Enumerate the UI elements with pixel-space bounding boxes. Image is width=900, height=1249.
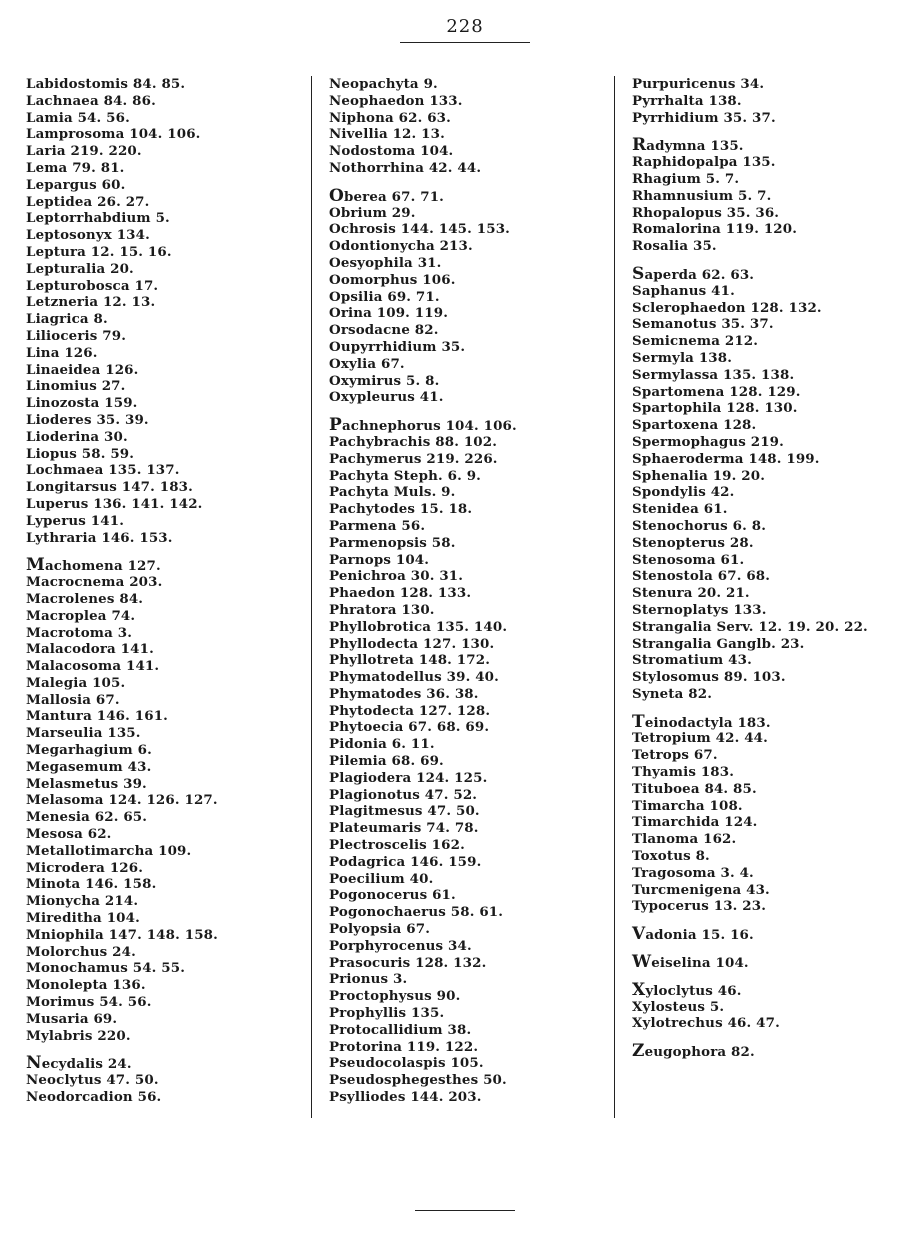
index-entry: Oxylia 67. <box>329 355 405 372</box>
index-entry: Lachnaea 84. 86. <box>26 92 156 109</box>
index-entry: Pachytodes 15. 18. <box>329 501 473 518</box>
index-entry: Lina 126. <box>26 344 98 361</box>
bottom-rule <box>415 1210 515 1211</box>
index-entry: Ochrosis 144. 145. 153. <box>329 221 510 238</box>
index-entry: Prophyllis 135. <box>329 1005 445 1022</box>
index-entry: Oupyrrhidium 35. <box>329 338 466 355</box>
index-entry: Pseudocolaspis 105. <box>329 1055 484 1072</box>
index-entry: Stenopterus 28. <box>632 534 754 551</box>
index-entry: Neodorcadion 56. <box>26 1089 162 1106</box>
index-entry: Xyloclytus 46. <box>632 979 742 1000</box>
index-entry: Pilemia 68. 69. <box>329 753 444 770</box>
index-entry: Lamia 54. 56. <box>26 109 130 126</box>
index-entry: Sphenalia 19. 20. <box>632 467 766 484</box>
index-entry: Oberea 67. 71. <box>329 185 444 206</box>
index-entry: Macrocnema 203. <box>26 574 163 591</box>
index-entry: Phymatodes 36. 38. <box>329 685 479 702</box>
index-entry: Mesosa 62. <box>26 826 112 843</box>
index-entry: Thyamis 183. <box>632 764 735 781</box>
index-entry: Pachymerus 219. 226. <box>329 450 498 467</box>
index-entry: Metallotimarcha 109. <box>26 842 192 859</box>
index-entry: Luperus 136. 141. 142. <box>26 495 203 512</box>
index-entry: Strangalia Ganglb. 23. <box>632 635 805 652</box>
index-entry: Porphyrocenus 34. <box>329 937 472 954</box>
index-entry: Typocerus 13. 23. <box>632 898 767 915</box>
index-entry: Minota 146. 158. <box>26 876 157 893</box>
index-entry: Weiselina 104. <box>632 952 749 973</box>
index-entry: Pogonochaerus 58. 61. <box>329 904 504 921</box>
index-entry: Neoclytus 47. 50. <box>26 1072 159 1089</box>
index-entry: Phyllotreta 148. 172. <box>329 652 491 669</box>
index-entry: Sermyla 138. <box>632 349 733 366</box>
index-entry: Monolepta 136. <box>26 977 146 994</box>
index-entry: Oxypleurus 41. <box>329 389 444 406</box>
index-entry: Turcmenigena 43. <box>632 881 770 898</box>
index-entry: Syneta 82. <box>632 685 713 702</box>
index-entry: Spartomena 128. 129. <box>632 383 801 400</box>
index-entry: Lioderina 30. <box>26 428 128 445</box>
index-entry: Leptosonyx 134. <box>26 227 150 244</box>
index-entry: Linozosta 159. <box>26 395 138 412</box>
index-entry: Phyllodecta 127. 130. <box>329 635 495 652</box>
index-entry: Semanotus 35. 37. <box>632 316 774 333</box>
index-entry: Malacodora 141. <box>26 641 154 658</box>
index-entry: Poecilium 40. <box>329 870 434 887</box>
index-entry: Stenosoma 61. <box>632 551 745 568</box>
index-entry: Parnops 104. <box>329 551 430 568</box>
page-number: 228 <box>446 16 484 37</box>
index-entry: Stenura 20. 21. <box>632 585 750 602</box>
index-entry: Odontionycha 213. <box>329 238 473 255</box>
index-entry: Orsodacne 82. <box>329 322 439 339</box>
index-entry: Pidonia 6. 11. <box>329 736 435 753</box>
index-entry: Stenochorus 6. 8. <box>632 517 767 534</box>
index-entry: Liopus 58. 59. <box>26 445 135 462</box>
index-entry: Necydalis 24. <box>26 1053 132 1074</box>
index-entry: Marseulia 135. <box>26 725 141 742</box>
index-entry: Saphanus 41. <box>632 282 735 299</box>
index-entry: Pachyta Muls. 9. <box>329 484 456 501</box>
index-entry: Sphaeroderma 148. 199. <box>632 450 820 467</box>
index-entry: Obrium 29. <box>329 204 416 221</box>
index-entry: Linomius 27. <box>26 378 126 395</box>
index-entry: Pseudosphegesthes 50. <box>329 1072 507 1089</box>
index-entry: Protorina 119. 122. <box>329 1038 479 1055</box>
index-entry: Malacosoma 141. <box>26 658 160 675</box>
index-entry: Neophaedon 133. <box>329 92 463 109</box>
index-entry: Monochamus 54. 55. <box>26 960 186 977</box>
index-entry: Plagionotus 47. 52. <box>329 786 478 803</box>
index-entry: Liagrica 8. <box>26 311 108 328</box>
index-entry: Purpuricenus 34. <box>632 76 765 92</box>
index-entry: Tetropium 42. 44. <box>632 730 768 747</box>
index-entry: Lochmaea 135. 137. <box>26 462 180 479</box>
index-entry: Lioderes 35. 39. <box>26 411 149 428</box>
index-entry: Phymatodellus 39. 40. <box>329 669 499 686</box>
index-entry: Lyperus 141. <box>26 512 125 529</box>
index-entry: Toxotus 8. <box>632 848 710 865</box>
index-entry: Vadonia 15. 16. <box>632 924 754 945</box>
index-entry: Zeugophora 82. <box>632 1041 755 1062</box>
index-entry: Podagrica 146. 159. <box>329 853 482 870</box>
index-entry: Plectroscelis 162. <box>329 837 465 854</box>
top-rule <box>400 42 530 43</box>
index-entry: Lythraria 146. 153. <box>26 529 173 546</box>
index-entry: Lamprosoma 104. 106. <box>26 126 201 143</box>
index-entry: Rhamnusium 5. 7. <box>632 187 772 204</box>
index-entry: Musaria 69. <box>26 1010 118 1027</box>
index-entry: Raphidopalpa 135. <box>632 154 776 171</box>
index-entry: Plagiodera 124. 125. <box>329 769 488 786</box>
column-divider <box>614 76 615 1118</box>
index-entry: Mireditha 104. <box>26 910 140 927</box>
index-entry: Leptorrhabdium 5. <box>26 210 170 227</box>
index-entry: Menesia 62. 65. <box>26 809 148 826</box>
column-divider <box>311 76 312 1118</box>
index-entry: Proctophysus 90. <box>329 988 461 1005</box>
index-entry: Melasmetus 39. <box>26 775 147 792</box>
index-entry: Stenostola 67. 68. <box>632 568 771 585</box>
index-entry: Niphona 62. 63. <box>329 109 451 126</box>
index-entry: Nothorrhina 42. 44. <box>329 159 482 176</box>
index-entry: Teinodactyla 183. <box>632 711 771 732</box>
index-entry: Neopachyta 9. <box>329 76 438 92</box>
index-entry: Mantura 146. 161. <box>26 708 168 725</box>
index-entry: Microdera 126. <box>26 859 144 876</box>
index-entry: Saperda 62. 63. <box>632 263 755 284</box>
index-entry: Stenidea 61. <box>632 501 728 518</box>
index-entry: Lema 79. 81. <box>26 159 125 176</box>
index-entry: Polyopsia 67. <box>329 921 431 938</box>
index-entry: Tetrops 67. <box>632 747 718 764</box>
index-entry: Mylabris 220. <box>26 1027 131 1044</box>
index-entry: Macroplea 74. <box>26 607 136 624</box>
index-entry: Phyllobrotica 135. 140. <box>329 618 508 635</box>
index-entry: Oomorphus 106. <box>329 271 456 288</box>
index-entry: Leptura 12. 15. 16. <box>26 243 172 260</box>
index-entry: Nivellia 12. 13. <box>329 126 445 143</box>
index-entry: Xylosteus 5. <box>632 998 725 1015</box>
index-entry: Laria 219. 220. <box>26 143 142 160</box>
index-entry: Parmenopsis 58. <box>329 534 456 551</box>
index-entry: Plateumaris 74. 78. <box>329 820 479 837</box>
index-entry: Tragosoma 3. 4. <box>632 864 754 881</box>
index-entry: Lepargus 60. <box>26 176 126 193</box>
index-entry: Labidostomis 84. 85. <box>26 76 186 92</box>
index-entry: Xylotrechus 46. 47. <box>632 1015 780 1032</box>
index-entry: Macrolenes 84. <box>26 590 144 607</box>
index-entry: Phytoecia 67. 68. 69. <box>329 719 490 736</box>
index-entry: Opsilia 69. 71. <box>329 288 440 305</box>
index-entry: Pachnephorus 104. 106. <box>329 415 517 436</box>
index-entry: Megasemum 43. <box>26 758 152 775</box>
index-entry: Pyrrhalta 138. <box>632 92 742 109</box>
index-entry: Strangalia Serv. 12. 19. 20. 22. <box>632 618 868 635</box>
index-entry: Leptidea 26. 27. <box>26 193 150 210</box>
index-entry: Spartophila 128. 130. <box>632 400 798 417</box>
index-entry: Plagitmesus 47. 50. <box>329 803 480 820</box>
index-entry: Pachybrachis 88. 102. <box>329 433 498 450</box>
index-entry: Machomena 127. <box>26 555 161 576</box>
index-entry: Romalorina 119. 120. <box>632 221 798 238</box>
index-entry: Macrotoma 3. <box>26 624 133 641</box>
index-entry: Phytodecta 127. 128. <box>329 702 491 719</box>
index-entry: Protocallidium 38. <box>329 1021 472 1038</box>
index-entry: Mallosia 67. <box>26 691 120 708</box>
index-entry: Spartoxena 128. <box>632 417 757 434</box>
index-entry: Oxymirus 5. 8. <box>329 372 440 389</box>
index-entry: Phratora 130. <box>329 601 435 618</box>
index-entry: Rhagium 5. 7. <box>632 170 740 187</box>
index-entry: Pyrrhidium 35. 37. <box>632 109 776 126</box>
index-column-2 <box>329 76 609 1106</box>
index-entry: Tituboea 84. 85. <box>632 780 757 797</box>
index-column-3 <box>632 76 894 1060</box>
index-entry: Molorchus 24. <box>26 943 136 960</box>
index-entry: Sermylassa 135. 138. <box>632 366 795 383</box>
index-entry: Psylliodes 144. 203. <box>329 1089 482 1106</box>
index-entry: Malegia 105. <box>26 674 126 691</box>
index-entry: Megarhagium 6. <box>26 742 152 759</box>
index-entry: Rhopalopus 35. 36. <box>632 204 780 221</box>
index-entry: Penichroa 30. 31. <box>329 568 464 585</box>
index-entry: Sclerophaedon 128. 132. <box>632 299 822 316</box>
index-entry: Spondylis 42. <box>632 484 735 501</box>
index-entry: Timarcha 108. <box>632 797 743 814</box>
index-entry: Longitarsus 147. 183. <box>26 479 193 496</box>
index-entry: Morimus 54. 56. <box>26 994 152 1011</box>
index-entry: Stylosomus 89. 103. <box>632 669 786 686</box>
index-entry: Letzneria 12. 13. <box>26 294 156 311</box>
index-entry: Rosalia 35. <box>632 238 717 255</box>
index-entry: Pachyta Steph. 6. 9. <box>329 467 481 484</box>
index-column-1 <box>26 76 296 1106</box>
index-entry: Mniophila 147. 148. 158. <box>26 926 218 943</box>
index-entry: Semicnema 212. <box>632 333 759 350</box>
index-entry: Sternoplatys 133. <box>632 601 767 618</box>
index-entry: Linaeidea 126. <box>26 361 139 378</box>
index-entry: Nodostoma 104. <box>329 143 454 160</box>
index-entry: Timarchida 124. <box>632 814 758 831</box>
index-entry: Lilioceris 79. <box>26 327 127 344</box>
index-entry: Lepturalia 20. <box>26 260 134 277</box>
index-entry: Pogonocerus 61. <box>329 887 456 904</box>
index-entry: Prionus 3. <box>329 971 408 988</box>
index-entry: Spermophagus 219. <box>632 433 784 450</box>
index-entry: Melasoma 124. 126. 127. <box>26 792 218 809</box>
index-entry: Parmena 56. <box>329 517 426 534</box>
index-entry: Phaedon 128. 133. <box>329 585 472 602</box>
index-entry: Prasocuris 128. 132. <box>329 954 487 971</box>
index-entry: Tlanoma 162. <box>632 831 737 848</box>
index-entry: Lepturobosca 17. <box>26 277 159 294</box>
index-entry: Orina 109. 119. <box>329 305 449 322</box>
index-entry: Stromatium 43. <box>632 652 752 669</box>
index-entry: Radymna 135. <box>632 135 744 156</box>
index-entry: Mionycha 214. <box>26 893 139 910</box>
index-entry: Oesyophila 31. <box>329 254 442 271</box>
